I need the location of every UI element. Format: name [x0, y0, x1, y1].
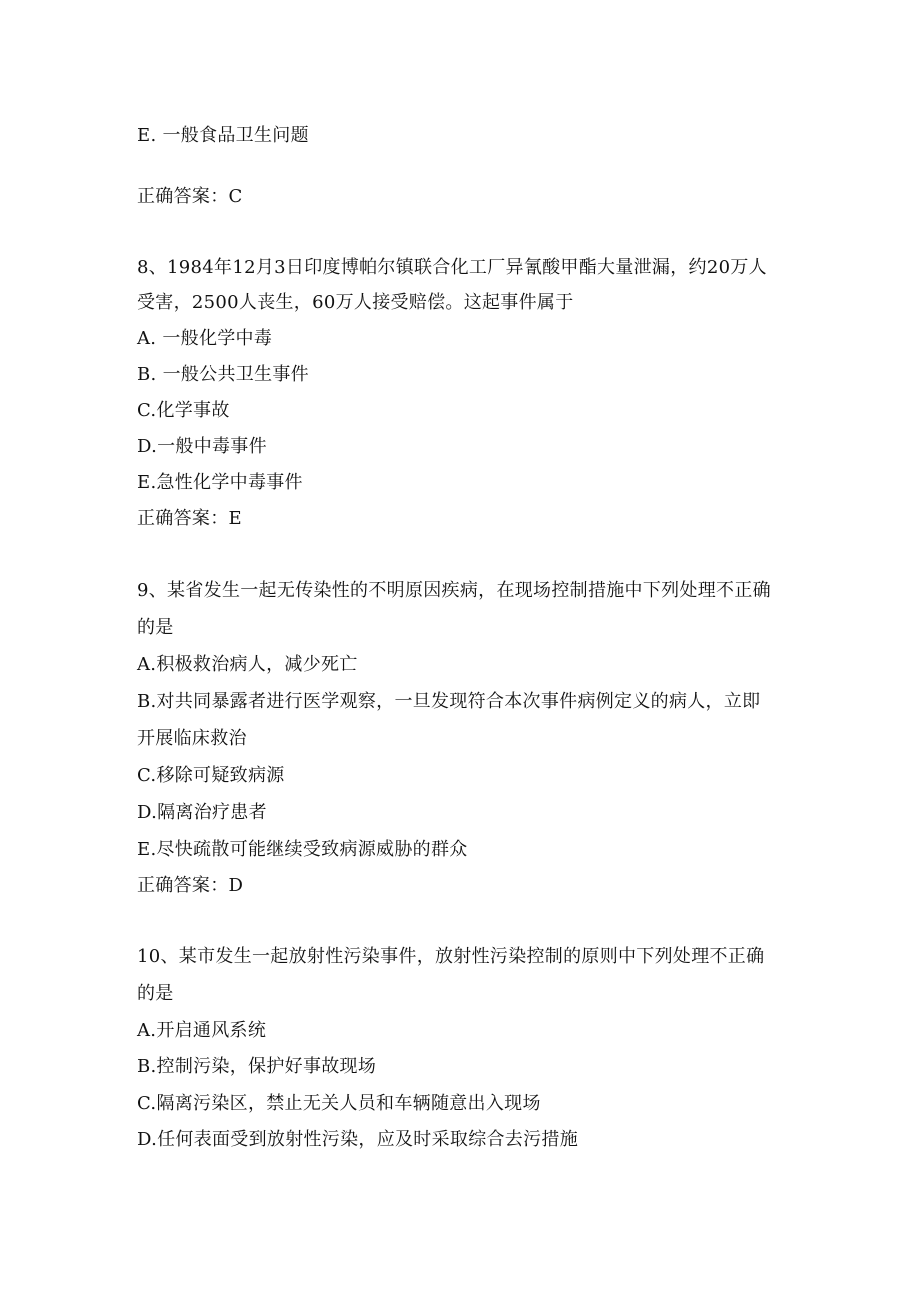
q9-option-e: E.尽快疏散可能继续受致病源威胁的群众: [137, 839, 468, 860]
q9-option-d: D.隔离治疗患者: [137, 802, 267, 823]
q10-option-b: B.控制污染，保护好事故现场: [137, 1056, 377, 1077]
prev-option-e: E. 一般食品卫生问题: [137, 125, 309, 146]
q10-option-c: C.隔离污染区，禁止无关人员和车辆随意出入现场: [137, 1093, 541, 1114]
q9-answer: 正确答案：D: [137, 875, 244, 896]
q10-stem-line-1: 10、某市发生一起放射性污染事件，放射性污染控制的原则中下列处理不正确: [137, 946, 765, 967]
prev-answer: 正确答案：C: [137, 186, 243, 207]
q10-option-a: A.开启通风系统: [137, 1020, 267, 1041]
q8-answer: 正确答案：E: [137, 508, 242, 529]
q10-option-d: D.任何表面受到放射性污染，应及时采取综合去污措施: [137, 1129, 579, 1150]
q8-option-e: E.急性化学中毒事件: [137, 472, 303, 493]
q8-stem-line-1: 8、1984年12月3日印度博帕尔镇联合化工厂异氰酸甲酯大量泄漏，约20万人: [137, 257, 767, 278]
q9-option-b-line-2: 开展临床救治: [137, 728, 247, 749]
q8-option-d: D.一般中毒事件: [137, 436, 267, 457]
q9-option-c: C.移除可疑致病源: [137, 765, 285, 786]
q8-option-c: C.化学事故: [137, 400, 230, 421]
q10-stem-line-2: 的是: [137, 983, 174, 1004]
q9-stem-line-1: 9、某省发生一起无传染性的不明原因疾病，在现场控制措施中下列处理不正确: [137, 580, 771, 601]
q8-option-a: A. 一般化学中毒: [137, 328, 273, 349]
q9-stem-line-2: 的是: [137, 617, 174, 638]
q8-stem-line-2: 受害，2500人丧生，60万人接受赔偿。这起事件属于: [137, 292, 574, 313]
q9-option-b-line-1: B.对共同暴露者进行医学观察，一旦发现符合本次事件病例定义的病人，立即: [137, 691, 761, 712]
q9-option-a: A.积极救治病人，减少死亡: [137, 654, 358, 675]
q8-option-b: B. 一般公共卫生事件: [137, 364, 309, 385]
